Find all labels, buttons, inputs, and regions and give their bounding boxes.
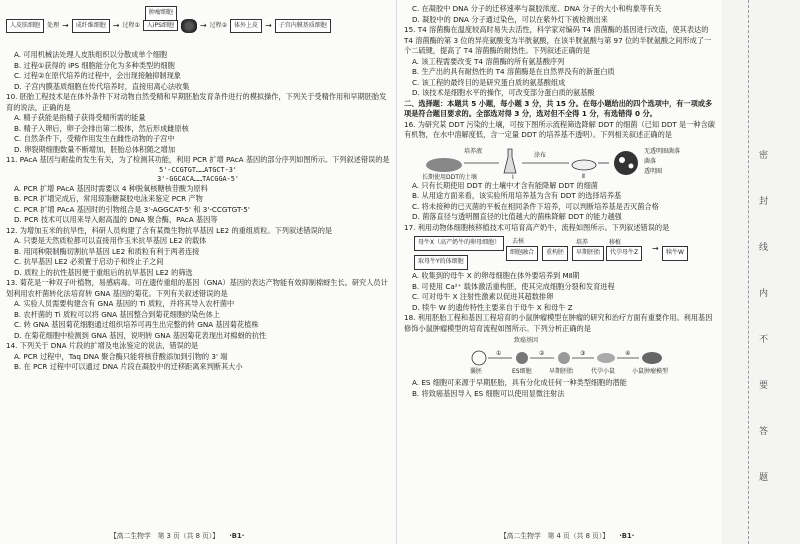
arrow-icon: →: [265, 20, 272, 30]
arrow-icon: →: [112, 20, 120, 30]
q10-opt-a: A. 精子获能是指精子获得受精所需的能量: [14, 113, 146, 122]
q16-nonclear-label: 无透明圈菌落: [644, 147, 681, 155]
q17-recon-box: 重构胚: [542, 246, 568, 261]
section-2-title: 二、选择题：本题共 5 小题，每小题 3 分，共 15 分。在每小题给出的四个选项中，有一项或多项是符合题目要求的。全部选对得 3 分，选对但不全得 1 分，有选错得 0 分。: [404, 98, 713, 118]
q9-opt-a: A. 可用机械法处理人皮肤组织以分散成单个细胞: [14, 50, 168, 59]
q9-opt-c: C. 过程②在原代培养的过程中，会出现接触抑制现象: [14, 71, 181, 80]
q17-donor-box: 母牛X（高产奶牛的卵母细胞）: [414, 236, 504, 251]
q16-opt-d: D. 菌落直径与透明圈直径的比值越大的菌株降解 DDT 的能力越强: [412, 212, 622, 221]
q9-box-start: 人皮肤细胞: [6, 19, 44, 34]
q9-box4: 体外上皮: [230, 19, 262, 34]
q13-opt-c: C. 转 GNA 基因菊花细胞通过组织培养可再生出完整的转 GNA 基因菊花植株: [14, 320, 259, 329]
q13-stem: 13. 菊花是一种双子叶植物，易感病毒。可在遗传重组的基因（GNA）基因的表达产物能有效抑制棉蚜生长。研究人员计划利用农杆菌转化法培育转 GNA 基因的菊花。下列有关叙述错误的是: [6, 278, 388, 298]
q16-opt-c: C. 将未接种的已灭菌的平板在相同条件下培养，可以判断培养基是否灭菌合格: [412, 201, 659, 211]
q16-medium-label: 培养液: [464, 147, 483, 155]
q14-stem: 14. 下列关于 DNA 片段的扩增及电泳鉴定的说法，错误的是: [6, 341, 199, 350]
q9-top-box: 肿瘤细胞: [145, 6, 177, 21]
arrow-icon: →: [199, 20, 207, 30]
surrogate-mouse-icon: [597, 353, 615, 363]
q9-step3: 过程②: [209, 21, 228, 29]
q13-opt-d: D. 在菊花细胞中检测到 GNA 基因，说明转 GNA 基因菊花表现出对棉蚜的抗性: [14, 330, 267, 340]
left-column: [6, 4, 390, 373]
q18-opt-a: A. ES 细胞可来源于早期胚胎，具有分化成任何一种类型细胞的潜能: [412, 378, 627, 387]
q17-surrogate-box: 代孕母牛Z: [606, 246, 642, 261]
q13-opt-b: B. 农杆菌的 Ti 质粒可以将 GNA 基因整合到菊花细胞的染色体上: [14, 309, 220, 319]
q15-opt-c: C. 该工程的最终目的是研究蛋白质的氨基酸组成: [412, 77, 566, 87]
q18-gene-label: 致癌基因: [514, 337, 539, 344]
q9-box3: 人iPS细胞: [143, 20, 178, 31]
footer-left: [110, 530, 244, 540]
q9-opt-d: D. 子宫内膜基质细胞在传代培养时，直接用离心法收集: [14, 81, 190, 91]
q18-opt-b: B. 将致癌基因导入 ES 细胞可以使用显微注射法: [412, 388, 565, 398]
right-column: [404, 4, 716, 399]
q15-opt-b: B. 生产出的具有耐热性的 T4 溶菌酶是在自然界没有的新蛋白质: [412, 67, 615, 76]
q9-diagram: [6, 6, 390, 46]
q17-calf-box: 犊牛W: [662, 246, 688, 261]
q16-stem: 16. 为研究某 DDT 污染的土壤，可按下图所示流程筛选降解 DDT 的细菌（已知 DDT 是一种含碳有机物，在水中溶解度低，含一定量 DDT 的培养基不透明）。下列相关叙述正确的是: [404, 119, 715, 139]
blastocyst-icon: [472, 351, 486, 365]
q17-transfer-label: 移植: [609, 239, 622, 246]
arrow-icon: →: [62, 20, 69, 30]
q18-surrogate-label: 代孕小鼠: [591, 368, 616, 375]
q17-culture-label: 培养: [576, 239, 589, 246]
q18-model-label: 小鼠肿瘤模型: [632, 368, 669, 375]
q9-step2: 过程①: [122, 21, 140, 29]
q9-box2: 成纤维细胞: [72, 19, 110, 34]
cell-cluster-icon: [181, 19, 197, 33]
q12-opt-b: B. 用同种限制酶切割抗旱基因 LE2 和质粒有利于两者连接: [14, 246, 200, 256]
q16-opt-b: B. 从用途方面来看，该实验所用培养基为含有 DDT 的选择培养基: [412, 191, 622, 200]
q9-box5: 子宫内膜基质细胞: [275, 19, 331, 34]
es-cell-icon: [516, 352, 528, 364]
q11-opt-d: D. PCR 技术可以用来导入耐高温的 DNA 聚合酶，PAcA 基因等: [14, 215, 218, 224]
q15-opt-d: D. 该技术是细胞水平的操作，可改变部分蛋白质的氨基酸: [412, 88, 595, 97]
q18-embryo-label: 早期胚胎: [549, 368, 574, 375]
q18-es-label: ES细胞: [512, 368, 532, 375]
flask-icon: [504, 149, 516, 173]
q11-opt-c: C. PCR 扩增 PAcA 基因时的引物组合是 3'-AGGCAT-5' 和 3'-CCGTGT-5': [14, 204, 250, 214]
q16-clear-label: 透明圈: [644, 167, 663, 175]
q18-step-1: ①: [496, 350, 502, 357]
plate-1-icon: [572, 160, 596, 170]
q17-opt-a: A. 收集到的母牛 X 的卵母细胞在体外要培养到 MⅡ期: [412, 271, 580, 280]
q14-opt-a: A. PCR 过程中，Taq DNA 聚合酶只能将核苷酸添加到引物的 3' 端: [14, 351, 228, 361]
q11-opt-a: A. PCR 扩增 PAcA 基因时需要以 4 种脱氧核糖核苷酸为原料: [14, 183, 208, 193]
q18-diagram: [404, 336, 716, 376]
q10-opt-c: C. 自然条件下，受精作用发生在雌性动物的子宫中: [14, 134, 175, 143]
q14-opt-d: D. 凝胶中的 DNA 分子通过染色，可以在紫外灯下被检测出来: [412, 14, 608, 24]
q14-opt-c: C. 在凝胶中 DNA 分子的迁移速率与凝胶浓度、DNA 分子的大小和构象等有关: [412, 4, 662, 13]
q12-opt-a: A. 只要是天然质粒都可以直接用作玉米抗旱基因 LE2 的载体: [14, 236, 207, 245]
arrow-icon: →: [652, 244, 659, 253]
footer-right-text: 【高二生物学 第 4 页（共 8 页）】: [500, 532, 610, 540]
soil-pile-icon: [426, 158, 462, 172]
q11-seq-top: 5'-CCGTGT……ATGCT-3': [159, 165, 237, 174]
q17-stem: 17. 利用动物体细胞核移植技术可培育高产奶牛，流程如图所示。下列叙述错误的是: [404, 222, 670, 232]
q17-opt-b: B. 可使用 Ca²⁺ 载体激活重构胚，使其完成细胞分裂和发育进程: [412, 281, 615, 291]
plate-2-icon: [614, 151, 638, 175]
footer-left-code: ·B1·: [229, 532, 245, 540]
footer-right: [500, 530, 634, 540]
q12-opt-d: D. 质粒上的抗性基因便于重组后的抗旱基因 LE2 的筛选: [14, 267, 193, 277]
q17-cell-box: 取母牛Y的体细胞: [414, 255, 468, 270]
q17-opt-d: D. 犊牛 W 的遗传特性主要来自于母牛 X 和母牛 Z: [412, 302, 573, 312]
q18-step-2: ②: [539, 350, 545, 357]
q18-step-3: ③: [580, 350, 586, 357]
q12-opt-c: C. 抗旱基因 LE2 必须置于启动子和终止子之间: [14, 257, 164, 266]
seal-line: [748, 0, 749, 544]
footer-right-code: ·B1·: [619, 532, 635, 540]
q11-stem: 11. PAcA 基因与耐盐的发生有关，为了检测其功能，利用 PCR 扩增 PAcA 基因的部分序列如图所示。下列叙述错误的是: [6, 155, 390, 164]
q10-opt-b: B. 精子入卵后，卵子会排出第二极体，然后形成雌原核: [14, 123, 189, 133]
q17-fusion-box: 细胞融合: [506, 246, 538, 261]
clear-zone-icon: [629, 163, 634, 168]
q17-opt-c: C. 可对母牛 X 注射性激素以促进其超数排卵: [412, 292, 554, 301]
q9-ips-group: [143, 9, 178, 32]
q18-stem: 18. 利用胚胎工程和基因工程培育的小鼠肿瘤模型在肿瘤的研究和治疗方面有重要作用。利用基因修饰小鼠肿瘤模型的培育流程如图所示。下列分析正确的是: [404, 313, 713, 333]
q10-opt-d: D. 卵裂期细胞数量不断增加，胚胎总体积随之增加: [14, 144, 176, 154]
binding-text: [763, 150, 773, 495]
q16-diagram: [404, 143, 716, 179]
q15-opt-a: A. 该工程需要改变 T4 溶菌酶的所有氨基酸序列: [412, 56, 565, 66]
clear-zone-icon: [619, 157, 625, 163]
q12-stem: 12. 为增加玉米的抗旱性，科研人员构建了含有某微生物抗旱基因 LE2 的重组质粒。下列叙述错误的是: [6, 225, 333, 235]
q16-soil-label: 长期使用DDT的土壤: [422, 173, 477, 181]
q9-step1: 处理: [47, 21, 60, 29]
q16-label-2: Ⅱ: [582, 172, 585, 180]
q13-opt-a: A. 实验人员需要构建含有 GNA 基因的 Ti 质粒，并将其导入农杆菌中: [14, 299, 235, 308]
q11-opt-b: B. PCR 扩增完成后，常用琼脂糖凝胶电泳来鉴定 PCR 产物: [14, 194, 203, 203]
q17-early-box: 早期胚胎: [572, 246, 604, 261]
q16-label-1: Ⅰ: [512, 173, 514, 181]
column-divider: [396, 0, 397, 544]
q16-colony-label: 菌落: [644, 157, 657, 165]
footer-left-text: 【高二生物学 第 3 页（共 8 页）】: [110, 532, 220, 540]
q10-stem: 10. 胚胎工程技术是在体外条件下对动物自然受精和早期胚胎发育条件进行的模拟操作，下列关于受精作用和早期胚胎发育的说法，正确的是: [6, 92, 387, 112]
q16-spread-label: 涂布: [534, 151, 547, 159]
q18-blast-label: 囊胚: [470, 368, 483, 375]
q15-stem: 15. T4 溶菌酶在温度较高时易失去活性，科学家对编码 T4 溶菌酶的基因进行改造，使其表达的 T4 溶菌酶的第 3 位的异亮氨酸变为半胱氨酸，在该半胱氨酸与第 97 位的半胱氨酸之间形成了一个二硫键，提高了 T4 溶菌酶的耐热性。下列叙述正确的是: [404, 25, 712, 55]
q9-opt-b: B. 过程①获得的 iPS 细胞能分化为多种类型的细胞: [14, 60, 175, 70]
q16-opt-a: A. 只有长期使用 DDT 的土壤中才含有能降解 DDT 的细菌: [412, 180, 598, 190]
q18-step-4: ④: [625, 350, 631, 357]
q17-nucleus-label: 去核: [512, 238, 525, 245]
q11-seq-bottom: 3'-GGCACA……TACGGA-5': [157, 174, 239, 183]
early-embryo-icon: [558, 352, 570, 364]
q14-opt-b: B. 在 PCR 过程中可以通过 DNA 片段在凝胶中的迁移距离来判断其大小: [14, 362, 243, 371]
tumor-mouse-icon: [642, 352, 662, 364]
q17-diagram: [404, 235, 716, 269]
